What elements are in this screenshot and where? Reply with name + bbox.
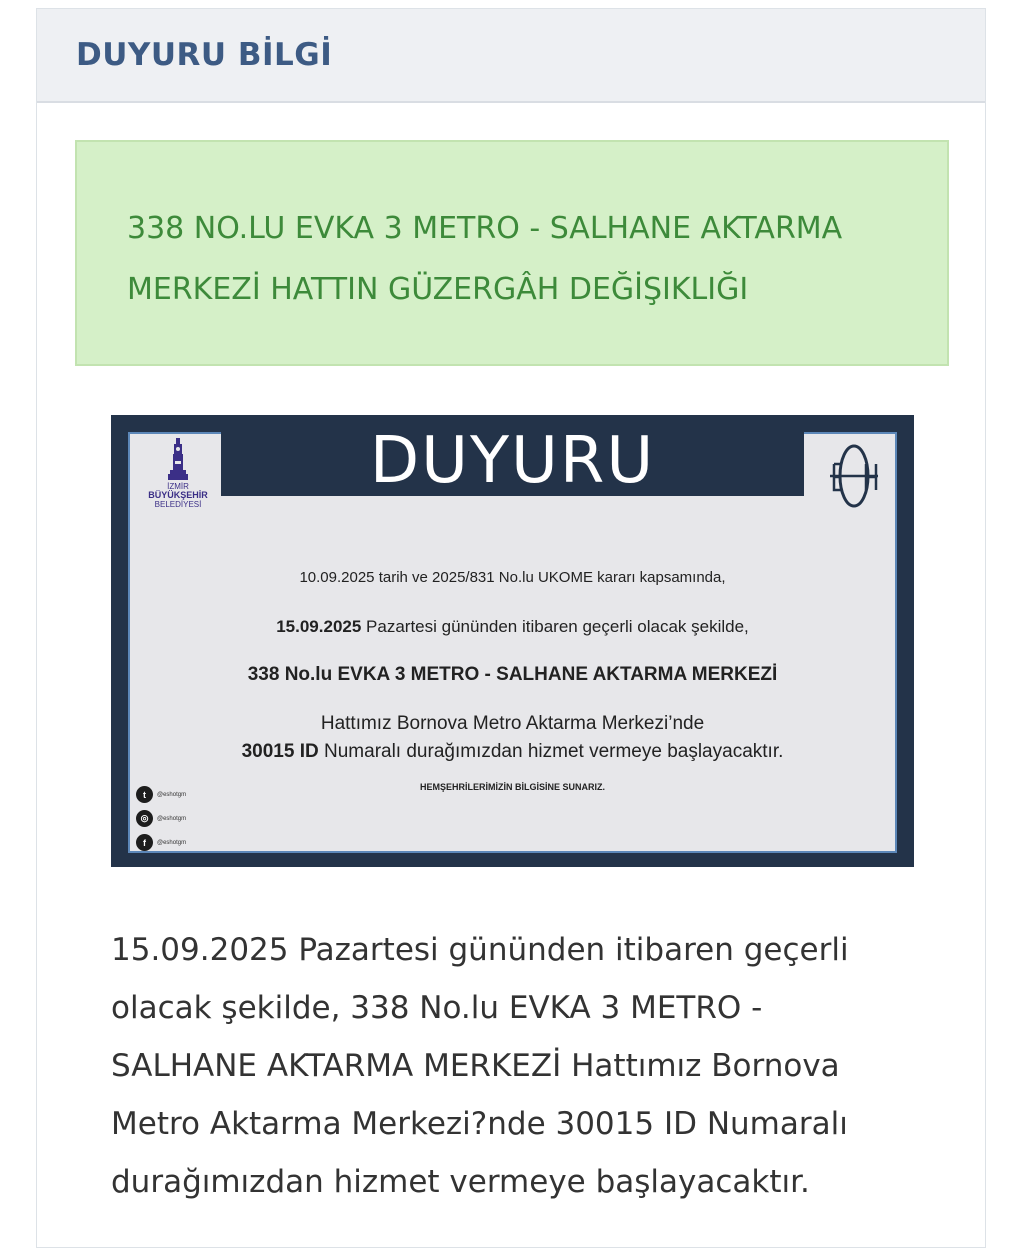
poster-line-date: [130, 617, 895, 637]
social-facebook: [136, 834, 186, 851]
notice-headline: 338 NO.LU EVKA 3 METRO - SALHANE AKTARMA MERKEZİ HATTIN GÜZERGÂH DEĞİŞIKLIĞI: [127, 211, 843, 307]
clock-tower-icon: [166, 438, 190, 482]
social-handle: @eshotgm: [157, 839, 187, 846]
facebook-icon: f: [136, 834, 153, 851]
logo-text-izmir: İZMİR: [167, 482, 189, 491]
social-instagram: [136, 810, 186, 827]
eshot-logo: [820, 440, 888, 512]
poster-banner: [221, 424, 804, 498]
poster-line-stop: [130, 741, 895, 763]
panel-header: [37, 9, 985, 103]
poster-date: 15.09.2025: [276, 617, 362, 636]
announcement-body-text: 15.09.2025 Pazartesi gününden itibaren geçerli olacak şekilde, 338 No.lu EVKA 3 METRO - SALHANE AKTARMA MERKEZİ Hattımız Bornova Metro Aktarma Merkezi?nde 30015 ID Numaralı durağımızdan hizmet vermeye başlayacaktır.: [111, 932, 849, 1200]
poster-date-text: Pazartesi gününden itibaren geçerli olacak şekilde,: [361, 617, 749, 636]
poster-line-closing: HEMŞEHRİLERİMİZİN BİLGİSİNE SUNARIZ.: [419, 782, 605, 792]
poster-content: [128, 424, 897, 853]
social-handle: @eshotgm: [157, 815, 187, 822]
poster-line-decision: 10.09.2025 tarih ve 2025/831 No.lu UKOME kararı kapsamında,: [299, 569, 726, 586]
poster-line-location: Hattımız Bornova Metro Aktarma Merkezi’nde: [320, 713, 705, 734]
announcement-poster-image: [111, 415, 914, 867]
announcement-panel: [36, 8, 986, 1248]
social-twitter: [136, 786, 186, 803]
twitter-icon: t: [136, 786, 153, 803]
logo-text-belediyesi: BELEDİYESİ: [154, 500, 202, 509]
poster-banner-title: DUYURU: [369, 424, 656, 498]
eshot-monogram-icon: [820, 440, 888, 512]
instagram-icon: ◎: [136, 810, 153, 827]
poster-stop-id: 30015 ID: [241, 741, 319, 762]
logo-text-buyuksehir: BÜYÜKŞEHİR: [148, 490, 208, 500]
poster-stop-text: Numaralı durağımızdan hizmet vermeye başlayacaktır.: [318, 741, 784, 762]
social-handle: @eshotgm: [157, 791, 187, 798]
izmir-municipality-logo: [138, 438, 218, 520]
notice-headline-box: [75, 140, 949, 366]
poster-line-route: 338 No.lu EVKA 3 METRO - SALHANE AKTARMA MERKEZİ: [247, 664, 778, 685]
panel-title: DUYURU BİLGİ: [76, 37, 333, 73]
